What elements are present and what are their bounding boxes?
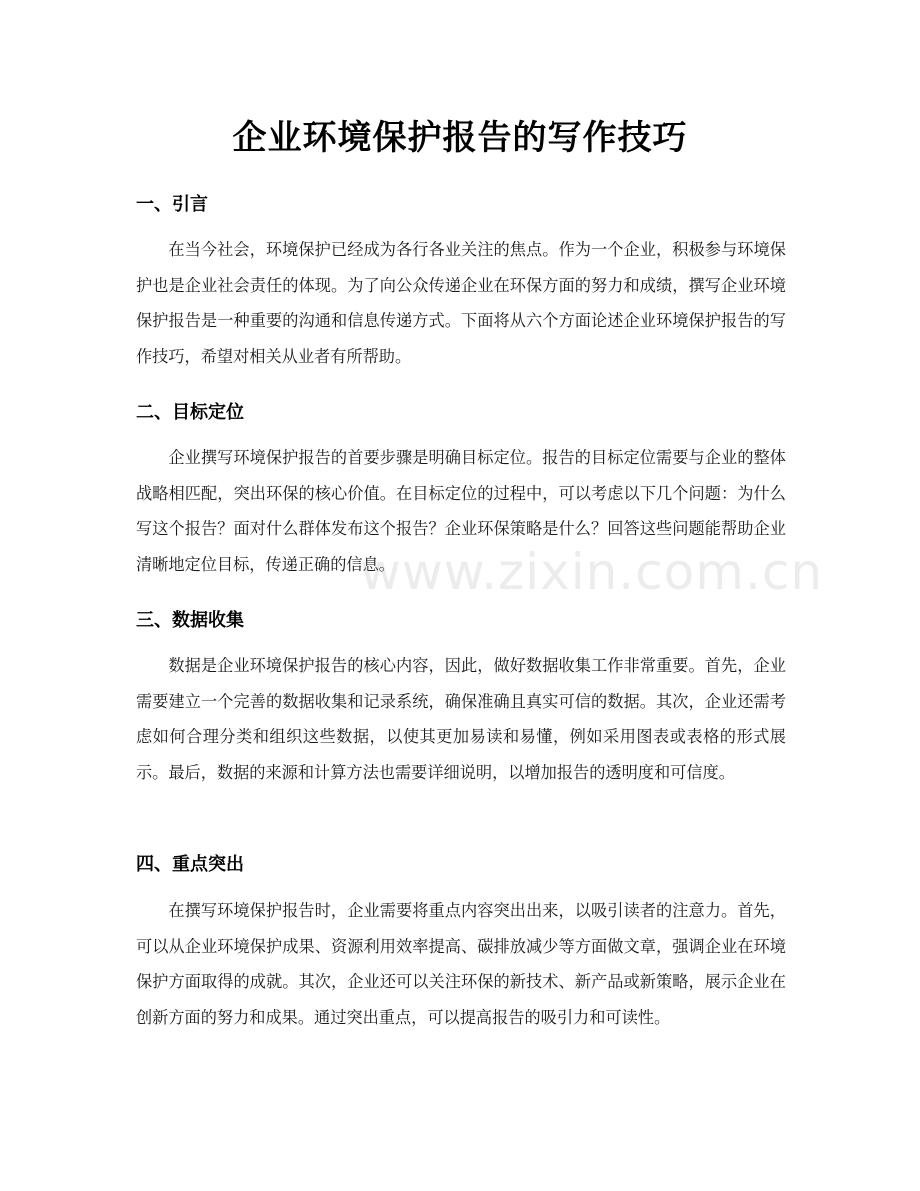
section-paragraph-goal-positioning: 企业撰写环境保护报告的首要步骤是明确目标定位。报告的目标定位需要与企业的整体战略相匹配，突出环保的核心价值。在目标定位的过程中，可以考虑以下几个问题：为什么写这个报告？面对什么群体发布这个报告？企业环保策略是什么？回答这些问题能帮助企业清晰地定位目标，传递正确的信息。 [136, 448, 786, 574]
section-heading-goal-positioning: 二、目标定位 [136, 402, 244, 423]
document-title: 企业环境保护报告的写作技巧 [232, 118, 688, 158]
section-paragraph-highlight-key-points: 在撰写环境保护报告时，企业需要将重点内容突出出来，以吸引读者的注意力。首先，可以从企业环境保护成果、资源利用效率提高、碳排放减少等方面做文章，强调企业在环境保护方面取得的成就。其次，企业还可以关注环保的新技术、新产品或新策略，展示企业在创新方面的努力和成果。通过突出重点，可以提高报告的吸引力和可读性。 [136, 901, 786, 1027]
section-paragraph-data-collection: 数据是企业环境保护报告的核心内容，因此，做好数据收集工作非常重要。首先，企业需要建立一个完善的数据收集和记录系统，确保准确且真实可信的数据。其次，企业还需考虑如何合理分类和组织这些数据，以使其更加易读和易懂，例如采用图表或表格的形式展示。最后，数据的来源和计算方法也需要详细说明，以增加报告的透明度和可信度。 [136, 656, 786, 782]
watermark: www.zixin.com.cn [360, 543, 824, 601]
section-heading-data-collection: 三、数据收集 [136, 610, 244, 631]
section-heading-introduction: 一、引言 [136, 194, 208, 215]
section-heading-highlight-key-points: 四、重点突出 [136, 854, 244, 875]
section-paragraph-introduction: 在当今社会，环境保护已经成为各行各业关注的焦点。作为一个企业，积极参与环境保护也是企业社会责任的体现。为了向公众传递企业在环保方面的努力和成绩，撰写企业环境保护报告是一种重要的沟通和信息传递方式。下面将从六个方面论述企业环境保护报告的写作技巧，希望对相关从业者有所帮助。 [136, 240, 786, 366]
